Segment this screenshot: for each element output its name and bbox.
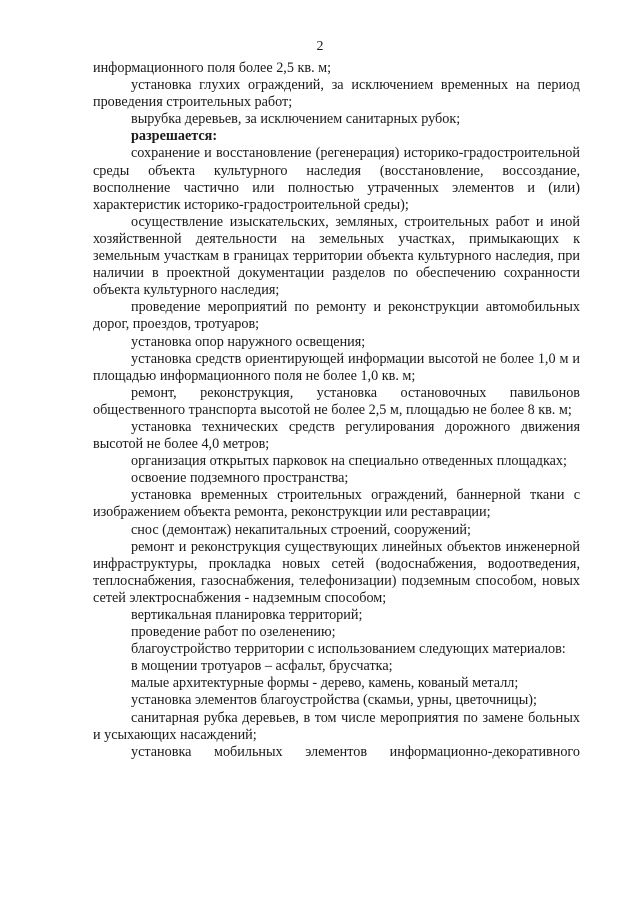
section-heading: разрешается: [131, 128, 218, 145]
paragraph: организация открытых парковок на специально отведенных площадках; [131, 453, 567, 470]
paragraph: установка временных строительных ограждений, баннерной ткани с изображением объекта ремонта, реконструкции или реставрации; [93, 487, 580, 521]
paragraph: проведение мероприятий по ремонту и реконструкции автомобильных дорог, проездов, тротуаров; [93, 299, 580, 333]
page-number: 2 [316, 39, 324, 54]
paragraph: вырубка деревьев, за исключением санитарных рубок; [131, 111, 461, 128]
paragraph: установка технических средств регулирования дорожного движения высотой не более 4,0 метров; [93, 418, 580, 453]
paragraph: проведение работ по озеленению; [131, 624, 336, 641]
paragraph: малые архитектурные формы - дерево, камень, кованый металл; [131, 675, 519, 692]
paragraph: сохранение и восстановление (регенерация) историко-градостроительной среды объекта культурного наследия (восстановление, воссоздание, восполнение частично или полностью утраченных элементов и (или) характеристик историко-градостроительной среды); [93, 145, 580, 213]
paragraph: ремонт, реконструкция, установка остановочных павильонов общественного транспорта высотой не более 2,5 м, площадью не более 8 кв. м; [93, 384, 580, 418]
paragraph: ремонт и реконструкция существующих линейных объектов инженерной инфраструктуры, прокладка новых сетей (водоснабжения, водоотведения, теплоснабжения, газоснабжения, телефонизации) подземным способом, новых сетей электроснабжения - надземным способом; [93, 538, 580, 606]
paragraph: установка опор наружного освещения; [131, 333, 366, 350]
document-body [93, 60, 580, 761]
paragraph: освоение подземного пространства; [131, 470, 349, 487]
paragraph: установка средств ориентирующей информации высотой не более 1,0 м и площадью информационного поля не более 1,0 кв. м; [93, 350, 580, 384]
paragraph: вертикальная планировка территорий; [131, 607, 363, 623]
paragraph: снос (демонтаж) некапитальных строений, сооружений; [131, 521, 471, 538]
paragraph: информационного поля более 2,5 кв. м; [93, 60, 332, 76]
paragraph: санитарная рубка деревьев, в том числе мероприятия по замене больных и усыхающих насаждений; [93, 709, 580, 743]
paragraph: установка глухих ограждений, за исключением временных на период проведения строительных работ; [93, 77, 580, 111]
paragraph-continued: установка мобильных элементов информационно-декоративного [131, 743, 580, 760]
paragraph: благоустройство территории с использованием следующих материалов: [131, 641, 566, 658]
paragraph: в мощении тротуаров – асфальт, брусчатка; [131, 658, 393, 675]
paragraph: установка элементов благоустройства (скамьи, урны, цветочницы); [131, 692, 537, 709]
paragraph: осуществление изыскательских, земляных, строительных работ и иной хозяйственной деятельности на земельных участках, примыкающих к земельным участкам в границах территории объекта культурного наследия, при наличии в проектной документации разделов по обеспечению сохранности объекта культурного наследия; [93, 213, 580, 299]
